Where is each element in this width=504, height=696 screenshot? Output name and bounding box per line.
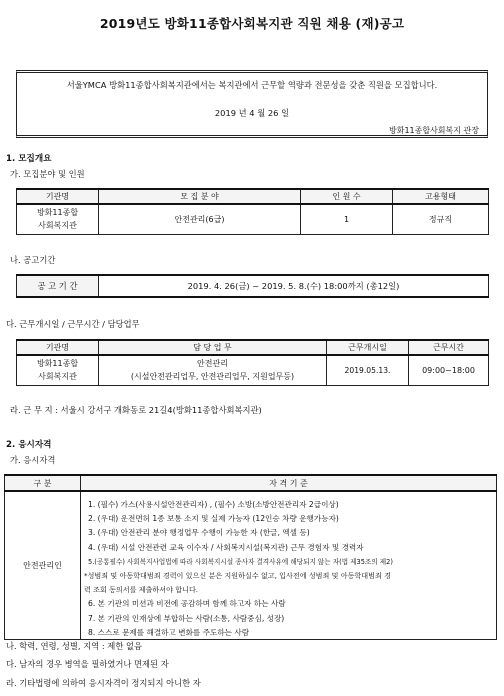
cell-employment: 정규직 bbox=[393, 204, 489, 234]
duty-cell-org: 방화11종합 사회복지관 bbox=[17, 355, 99, 385]
criteria-item: 8. 스스로 문제를 해결하고 변화를 주도하는 사람 bbox=[88, 627, 250, 637]
criteria-item: *성범죄 및 아동학대범죄 경력이 있으신 분은 지원하실수 없고, 입사전에 성범죄 및 아동학대범죄 경 bbox=[84, 571, 391, 581]
cell-count: 1 bbox=[301, 204, 393, 234]
page-title: 2019년도 방화11종합사회복지관 직원 채용 (재)공고 bbox=[99, 16, 405, 31]
criteria-list bbox=[84, 498, 488, 640]
criteria-item: 5.(공통필수) 사회복지사업법에 따라 사회복지시설 종사자 결격사유에 해당되지 않는 자(법 제35조의 제2) bbox=[88, 557, 393, 566]
section1-d-text: 라. 근 무 지 : 서울시 강서구 개화동로 21길4(방화11종합사회복지관) bbox=[10, 405, 262, 415]
criteria-item: 2. (우대) 운전면허 1종 보통 소지 및 실제 가능자 (12인승 차량 운행가능자) bbox=[88, 514, 339, 524]
section1-b-heading: 나. 공고기간 bbox=[10, 255, 56, 265]
qual-category: 안전관리인 bbox=[5, 491, 81, 639]
header-count: 인 원 수 bbox=[301, 189, 393, 204]
header-field: 모 집 분 야 bbox=[99, 189, 301, 204]
header-org: 기관명 bbox=[17, 189, 99, 204]
notice-signature: 방화11종합사회복지 관장 bbox=[388, 126, 479, 135]
period-table bbox=[16, 274, 489, 298]
notice-text: 서울YMCA 방화11종합사회복지관에서는 복지관에서 근무할 역량과 전문성을 갖춘 직원을 모집합니다. bbox=[66, 80, 438, 90]
section1-a-heading: 가. 모집분야 및 인원 bbox=[10, 169, 85, 179]
header-employment: 고용형태 bbox=[393, 189, 489, 204]
section2-d-text: 라. 기타법령에 의하여 응시자격이 정지되지 아니한 자 bbox=[6, 678, 201, 688]
duty-header-duty: 담 당 업 무 bbox=[99, 340, 327, 355]
duty-header-start: 근무개시일 bbox=[327, 340, 409, 355]
section2-heading: 2. 응시자격 bbox=[6, 440, 52, 450]
criteria-item: 6. 본 기관의 미션과 비전에 공감하며 함께 하고자 하는 사람 bbox=[88, 599, 286, 609]
qual-header-category: 구 분 bbox=[5, 475, 81, 491]
duty-header-org: 기관명 bbox=[17, 340, 99, 355]
criteria-item: 7. 본 기관의 인재상에 부합하는 사람(소통, 사람중심, 성장) bbox=[88, 613, 285, 623]
section2-c-text: 다. 남자의 경우 병역을 필하였거나 면제된 자 bbox=[6, 659, 169, 669]
criteria-item: 3. (우대) 안전관리 분야 행정업무 수행이 가능한 자 (한글, 엑셀 등) bbox=[88, 528, 310, 538]
section2-a-heading: 가. 응시자격 bbox=[10, 455, 56, 465]
criteria-item: 4. (우대) 시설 안전관련 교육 이수자 / 사회복지시설(복지관) 근무 경험자 및 경력자 bbox=[88, 542, 364, 552]
notice-date: 2019 년 4 월 26 일 bbox=[214, 108, 290, 118]
recruit-table bbox=[16, 188, 489, 235]
section1-heading: 1. 모집개요 bbox=[6, 154, 52, 164]
criteria-item: 력 조회 동의서를 제출하셔야 합니다. bbox=[84, 585, 199, 595]
duty-header-hours: 근무시간 bbox=[409, 340, 489, 355]
period-label: 공 고 기 간 bbox=[17, 275, 99, 297]
duty-cell-duty: 안전관리 (시설안전관리업무, 안전관리업무, 지원업무등) bbox=[99, 355, 327, 385]
criteria-item: 1. (필수) 가스(사용시설안전관리자) , (필수) 소방(소방안전관리자 2급이상) bbox=[88, 500, 339, 509]
duty-cell-start: 2019.05.13. bbox=[327, 355, 409, 385]
section2-b-text: 나. 학력, 연령, 성별, 지역 : 제한 없음 bbox=[6, 641, 142, 651]
duty-cell-hours: 09:00~18:00 bbox=[409, 355, 489, 385]
cell-org: 방화11종합 사회복지관 bbox=[17, 204, 99, 234]
cell-field: 안전관리(6급) bbox=[99, 204, 301, 234]
notice-box bbox=[16, 70, 488, 138]
duty-table bbox=[16, 339, 489, 386]
period-value: 2019. 4. 26(금) ~ 2019. 5. 8.(수) 18:00까지 (총12일) bbox=[99, 275, 489, 297]
qual-header-criteria: 자 격 기 준 bbox=[81, 475, 497, 491]
section1-c-heading: 다. 근무개시일 / 근무시간 / 담당업무 bbox=[6, 319, 140, 329]
